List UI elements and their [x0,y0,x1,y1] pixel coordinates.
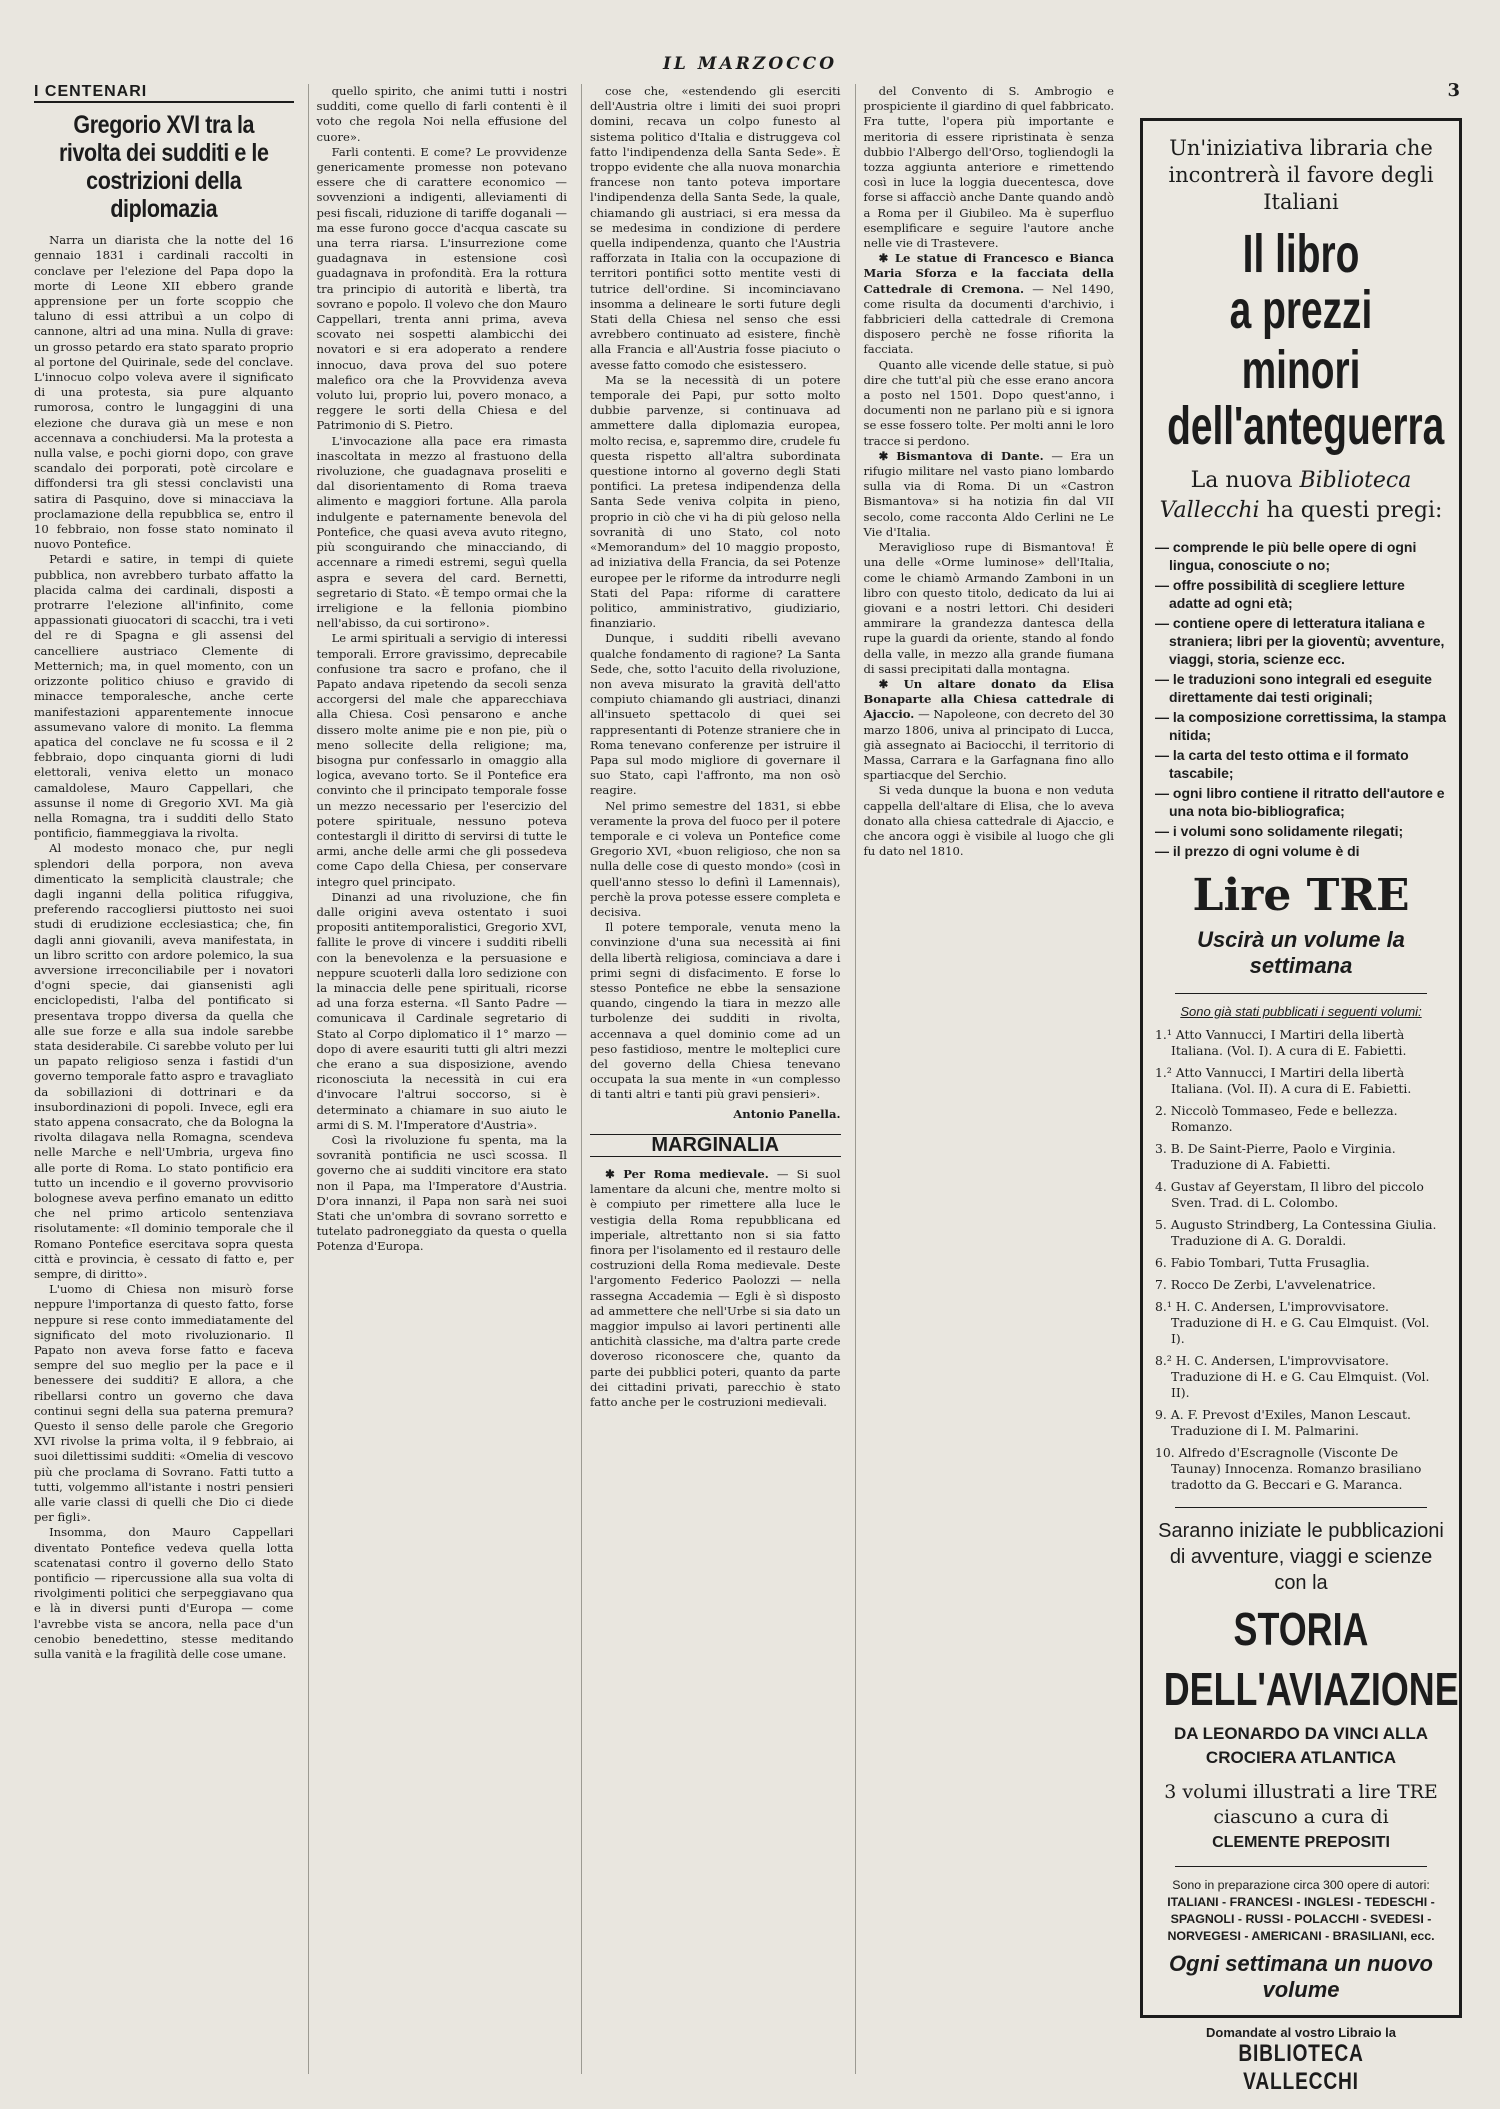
ad-upcoming: Saranno iniziate le pubblicazioni di avventure, viaggi e scienze con la [1158,1520,1444,1594]
ad-published-heading: Sono già stati pubblicati i seguenti volumi: [1180,1004,1422,1019]
ad-volume: 1.² Atto Vannucci, I Martiri della libertà Italiana. (Vol. II). A cura di E. Fabietti. [1155,1065,1412,1096]
paragraph: Petardi e satire, in tempi di quiete pubblica, non avrebbero turbato affatto la placida calma dei cardinali, disposti a protrarre l'elezione all'infinito, come appassionati giuocatori di scacchi, tra i veti del re di Spagna e gli assensi del cancelliere austriaco Clemente di Metternich; ma, in quel momento, con un orizzonte politico chiuso e gravido di minacce temporalesche, anche certe manifestazioni apparentemente innocue assumevano valore di monito. La flemma apatica del conclave ne fu scossa e il 2 febbraio, dopo cinquanta giorni di ludi elettorali, veniva eletto un monaco camaldolese, Mauro Cappellari, che assunse il nome di Gregorio XVI. Ma già nella Romagna, tra i sudditi dello Stato pontificio, fiammeggiava la rivolta. [34,552,294,841]
column-1 [34,84,294,2074]
column-3 [581,84,841,2074]
ad-footer-call: Domandate al vostro Libraio la [1206,2025,1396,2040]
ad-publisher: BIBLIOTECA VALLECCHI [1238,2040,1364,2095]
ad-divider [1175,1866,1427,1867]
ad-preparation [1155,1877,1447,1945]
ad-storia-volumes: 3 volumi illustrati a lire TRE ciascuno a cura di [1164,1781,1438,1828]
paragraph: cose che, «estendendo gli eserciti dell'Austria oltre i limiti dei suoi propri domini, recava un colpo funesto al sistema politico d'Italia e distruggeva col fatto l'indipendenza della Santa Sede». È troppo evidente che alla nuova monarchia francese non tanto poteva importare l'indipendenza della Santa Sede, la quale, chiamando gli austriaci, si era messa da se medesima in condizione di perdere quella indipendenza, quanto che l'Austria rafforzata in Italia con la occupazione di territori pontifici sotto mentite vesti di tutrice dell'ordine. Si incominciavano insomma a delineare le sorti future degli Stati della Chiesa nel senso che essi avrebbero continuato ad esistere, finchè alla Francia e all'Austria fosse piaciuto o avesse fatto comodo che esistessero. [590,84,841,372]
paragraph: Il potere temporale, venuta meno la convinzione d'una sua necessità ai fini della libertà religiosa, cominciava a dare i primi segni di disfacimento. E forse lo stesso Pontefice ne ebbe la sensazione quando, cingendo la tiara in mezzo alle turbolenze dei sudditi in rivolta, accennava a quel dominio come ad un peso fastidioso, mentre le molteplici cure del governo della Chiesa tenevano occupata la sua mente in «un complesso di tanti altri e tanti più gravi pensieri». [590,920,841,1102]
ad-headline-2: a prezzi minori [1229,280,1373,400]
ad-feature: — la carta del testo ottima e il formato tascabile; [1155,746,1447,782]
ad-volume: 9. A. F. Prevost d'Exiles, Manon Lescaut. Traduzione di I. M. Palmarini. [1155,1407,1411,1438]
paragraph: Al modesto monaco che, pur negli splendori della porpora, non aveva dimenticato la semplicità claustrale; che dagli inganni della politica rifuggiva, preferendo raccogliersi piuttosto nei suoi studi di erudizione ecclesiastica; che, fin dagli anni giovanili, aveva manifestata, in un libro scritto con ardore polemico, la sua avversione irreconciliabile per i novatori d'ogni specie, dai giansenisti agli enciclopedisti, l'alba del pontificato si presentava troppo diversa da quella che alle sue forze e alla sua indole sarebbe stata desiderabile. Ci sarebbe voluto per lui un papato religioso senza i fastidi d'un governo temporale fatto aspro e travagliato da sobillazioni di dottrinari e da insubordinazioni di popoli. Invece, egli era stato appena consacrato, che da Bologna la rivolta dilagava nella Romagna, scendeva nelle Marche e nell'Umbria, urgeva fino alle porte di Roma. Lo stato pontificio era tutto un incendio e il governo provvisorio bolognese aveva perfino emanato un editto che nel primo articolo sentenziava risolutamente: «Il dominio temporale che il Romano Pontefice esercitava sopra questa città e provincia, è cessato di fatto e, per sempre, di diritto». [34,841,294,1282]
ad-volumes-list [1155,1027,1447,1493]
marginalia-text: — Si suol lamentare da alcuni che, mentre molto si è compiuto per rimettere alla luce le vestigia della Roma repubblicana ed imperiale, altrettanto non si sia fatto finora per l'isolamento ed il restauro delle costruzioni della Roma medievale. Deste l'argomento Federico Paolozzi — nella rassegna Accademia — Egli è sì disposto ad ammettere che nell'Urbe si sia dato un maggior impulso ai lavori pertinenti alle antichità classiche, ma d'altra parte crede doveroso riconoscere che, quanto da parte dei pubblici poteri, quanto da parte dei cittadini privati, parecchio è stato fatto anche per le costruzioni medievali. [590,1167,841,1410]
paragraph: Le armi spirituali a servigio di interessi temporali. Errore gravissimo, deprecabile confusione tra sacro e profano, che il Papato andava ripetendo da secoli senza accorgersi del male che apparecchiava alla Chiesa. Così pensarono e anche dissero molte anime pie e non pie, più o meno sollecite della religione; ma, bisogna pur confessarlo in omaggio alla logica, avevano torto. Se il Pontefice era convinto che il principato temporale fosse un mezzo necessario per l'esercizio del potere spirituale, nessuno poteva contestargli il diritto di servirsi di tutte le armi, anche delle armi che gli possedeva come Capo della Chiesa, per conservare integro quel principato. [316,631,567,889]
paragraph: quello spirito, che animi tutti i nostri sudditi, come quello di farli contenti è il voto che regola Noi nella effusione del cuore». [316,84,567,144]
ad-weekly-2: Ogni settimana un nuovo volume [1168,1951,1433,2002]
ad-volume: 10. Alfredo d'Escragnolle (Visconte De Taunay) Innocenza. Romanzo brasiliano tradotto da G. Beccari e G. Maranca. [1155,1445,1422,1492]
column-2 [308,84,568,2074]
paragraph: del Convento di S. Ambrogio e prospiciente il giardino di quel fabbricato. Fra tutte, l'opera più importante e meritoria di essere ripristinata è senza dubbio l'Albergo dell'Orso, togliendogli la tozza aggiunta anteriore e rimettendo così in luce la loggia duecentesca, dove forse si affacciò anche Dante quando andò a Roma per il Giubileo. Ma è superfluo esemplificare e seguire l'autore anche nelle vie di Trastevere. [863,84,1114,251]
ad-curator: CLEMENTE PREPOSITI [1212,1834,1390,1851]
ad-divider [1175,1507,1427,1508]
paragraph: Farli contenti. E come? Le provvidenze genericamente promesse non potevano essere che di carattere economico — sovvenzioni a indigenti, alleviamenti di pesi fiscali, riduzione di tariffe doganali — ma esse furono gocce d'acqua cascate su una terra riarsa. L'insurrezione come guadagnava in estensione così guadagnava in profondità. Era la rottura tra principio di autorità e libertà, tra sovrano e popolo. Il volevo che don Mauro Cappellari, trenta anni prima, aveva scovato nei sospetti alambicchi dei novatori e si era adoperato a rendere innocuo, dava prova del suo potere malefico ora che la Provvidenza aveva voluto lui, proprio lui, povero monaco, a reggere le sorti della Chiesa e del Patrimonio di S. Pietro. [316,144,567,433]
article-headline: Gregorio XVI tra la rivolta dei sudditi e le costrizioni della diplomazia [58,111,269,224]
ad-intro: Un'iniziativa libraria che incontrerà il favore degli Italiani [1168,136,1434,214]
paragraph: Narra un diarista che la notte del 16 gennaio 1831 i cardinali raccolti in conclave per l'elezione del Papa dopo la morte di Leone XII ebbero grande apprensione per un forte scoppio che taluno di essi attribuì a un colpo di cannone, altri ad una mina. Nulla di grave: un grosso petardo era stato sparato proprio al portone del Quirinale, sede del conclave. L'innocuo colpo voleva avere il significato di una protesta, sia pure alquanto rumorosa, contro le lungaggini di una elezione che durava già un mese e non accennava a conchiudersi. Ma la protesta a nulla valse, e pochi giorni dopo, con grave scandalo dei porporati, potè circolare e diffondersi tra gli stessi conclavisti una satira di Pasquino, dove si minacciava la proclamazione della repubblica se, entro il 10 febbraio, non fosse stato nominato il nuovo Pontefice. [34,233,294,552]
ad-features-list [1155,538,1447,860]
ad-storia-title-1: STORIA [1233,1603,1369,1655]
marginalia-heading: ✱ Le statue di Francesco e Bianca Maria Sforza e la facciata della Cattedrale di Cremona. [864,251,1115,295]
paragraph: Dinanzi ad una rivoluzione, che fin dalle origini aveva ostentato i suoi propositi antitemporalistici, Gregorio XVI, fallite le prove di vincere i sudditi ribelli con la benevolenza e la persuasione e neppure scuoterli dalla loro sedizione con la minaccia delle pene spirituali, ricorse ad una forza esterna. «Il Santo Padre — comunicava il Cardinale segretario di Stato al Corpo diplomatico il 1° marzo — dopo di avere esauriti tutti gli altri mezzi che erano a sua disposizione, avendo riconosciuta la necessità in cui era d'invocare l'altrui soccorso, si è determinato a chiamare in suo aiuto le armi di S. M. l'Imperatore d'Austria». [316,889,567,1132]
ad-feature: — la composizione correttissima, la stampa nitida; [1155,708,1447,744]
ad-volume: 6. Fabio Tombari, Tutta Frusaglia. [1155,1255,1370,1270]
paragraph: Nel primo semestre del 1831, si ebbe veramente la prova del fuoco per il potere temporale e ci voleva un Pontefice come Gregorio XVI, «buon religioso, che non sa nulla delle cose di questo mondo» (così in quell'anno stesso lo definì il Lamennais), perchè la prova potesse essere completa e decisiva. [590,798,841,919]
paragraph: Così la rivoluzione fu spenta, ma la sovranità pontificia ne uscì scossa. Il governo che ai sudditi vincitore era stato non il Papa, ma l'Imperatore d'Austria. D'ora innanzi, il Papa non sarà nei suoi Stati che un'ombra di sovrano sorretto e tutelato padroneggiato da questa o quella Potenza d'Europa. [316,1133,567,1254]
ad-weekly: Uscirà un volume la settimana [1197,927,1405,978]
ad-storia-subtitle: DA LEONARDO DA VINCI ALLA CROCIERA ATLANTICA [1173,1724,1429,1767]
paragraph: L'invocazione alla pace era rimasta inascoltata in mezzo al frastuono della rivoluzione, che guadagnava proseliti e dal disorientamento di Roma traeva alimento e maggiori fortune. Alla parola indulgente e paternamente benevola del Pontefice, che quasi aveva avuto ritegno, più sconguirando che minacciando, di accennare a rimedi estremi, seguì quella aspra e severa del card. Bernetti, segretario di Stato. «È tempo ormai che la irreligione e la fellonia piombino nell'abisso, da cui sortirono». [316,433,567,631]
ad-headline-3: dell'anteguerra [1167,396,1445,456]
ad-volume: 2. Niccolò Tommaseo, Fede e bellezza. Romanzo. [1155,1103,1398,1134]
paragraph: Si veda dunque la buona e non veduta cappella dell'altare di Elisa, che lo aveva donato alla chiesa cattedrale di Ajaccio, e che ancora oggi è visibile al luogo che gli fu dato nel 1810. [863,783,1114,859]
marginalia-heading: ✱ Per Roma medievale. [605,1167,769,1181]
marginalia-item [864,449,1115,540]
ad-feature: — ogni libro contiene il ritratto dell'autore e una nota bio-bibliografica; [1155,784,1447,820]
column-4 [855,84,1115,2074]
marginalia-heading: ✱ Un altare donato da Elisa Bonaparte alla Chiesa cattedrale di Ajaccio. [864,677,1115,721]
ad-feature: — offre possibilità di scegliere letture adatte ad ogni età; [1155,576,1447,612]
marginalia-text: — Napoleone, con decreto del 30 marzo 1806, univa al principato di Lucca, già assegnato ai Baciocchi, il territorio di Massa, Carrara e la Garfagnana fino allo spartiacque del Serchio. [863,707,1114,783]
masthead: IL MARZOCCO [662,54,838,74]
ad-preparation-nations: ITALIANI - FRANCESI - INGLESI - TEDESCHI - SPAGNOLI - RUSSI - POLACCHI - SVEDESI - NORVEGESI - AMERICANI - BRASILIANI, ecc. [1167,1895,1435,1943]
paragraph: L'uomo di Chiesa non misurò forse neppure l'importanza di questo fatto, forse neppure si rese conto immediatamente del significato del moto rivoluzionario. Il Papato non aveva forse fatto e faceva sempre del suo meglio per la pace e il benessere dei sudditi? E allora, a che ribellarsi contro un governo che dava continui segni della sua paterna premura? Questo il senso delle parole che Gregorio XVI rivolse la prima volta, il 9 febbraio, ai suoi dilettissimi sudditi: «Omelia di vescovo più che proclama di Sovrano. Fatti tutto a tutti, volgemmo all'istante i nostri pensieri alle varie classi di quelli che Dio ci diede per figli». [34,1282,294,1525]
paragraph: Quanto alle vicende delle statue, si può dire che tutt'al più che esse erano ancora a posto nel 1501. Dopo quest'anno, i documenti non ne parlano più e si ignora se esse fossero tolte. Per molti anni le loro tracce si perdono. [863,357,1114,448]
ad-preparation-pre: Sono in preparazione circa 300 opere di autori: [1172,1878,1430,1892]
ad-volume: 8.² H. C. Andersen, L'improvvisatore. Traduzione di H. e G. Cau Elmquist. (Vol. II). [1155,1353,1430,1400]
paragraph: Dunque, i sudditi ribelli avevano qualche fondamento di ragione? La Santa Sede, che, sotto l'acuito della rivoluzione, non aveva misurato la gravità dell'atto compiuto chiamando gli austriaci, dinanzi all'insueto spettacolo di quei sei rappresentanti di Potenze straniere che in Roma tenevano conferenze per istruire il Papa sul modo migliore di governare il suo Stato, capì l'affronto, ma non osò reagire. [590,631,841,798]
marginalia-item [864,251,1115,357]
article-columns [34,84,1114,2074]
page-number: 3 [1447,80,1460,101]
ad-storia-title-2: DELL'AVIAZIONE [1163,1663,1459,1715]
paragraph: Insomma, don Mauro Cappellari diventato Pontefice vedeva quella lotta scatenatasi contro il governo dello Stato pontificio — ripercussione alla sua volta di rivolgimenti politici che serpeggiavano qua e là in diversi punti d'Europa — come l'avrebbe vista se ancora, nella pace d'un cenobio benedettino, stesse meditando sulla vanità e la fragilità delle cose umane. [34,1525,294,1662]
ad-feature: — i volumi sono solidamente rilegati; [1155,822,1447,840]
ad-feature: — contiene opere di letteratura italiana e straniera; libri per la gioventù; avventure, viaggi, storia, scienze ecc. [1155,614,1447,668]
ad-volume: 1.¹ Atto Vannucci, I Martiri della libertà Italiana. (Vol. I). A cura di E. Fabietti. [1155,1027,1407,1058]
marginalia-text: — Nel 1490, come risulta da documenti d'archivio, i fabbricieri della cattedrale di Cremona disposero perchè ne fosse rifiorita la facciata. [863,281,1114,357]
vallecchi-advertisement [1140,118,1462,2095]
paragraph: Meraviglioso rupe di Bismantova! È una delle «Orme luminose» dell'Italia, come le chiamò Armando Zamboni in un libro con questo titolo, dedicato da lui ai giovani e a nostri lettori. Chi desideri ammirare la grandezza dantesca della rupe la guardi da oriente, stando al fondo della valle, in mezzo alla grande fiumana di sassi precipitati dalla montagna. [863,540,1114,676]
marginalia-text: — Era un rifugio militare nel vasto piano lombardo sulla via di Roma. Di un «Castron Bismantova» si ha notizia fin dal VII secolo, come racconta Aldo Cerlini ne Le Vie d'Italia. [863,448,1114,539]
marginalia-item [864,677,1115,783]
ad-subtitle-pre: La nuova [1190,468,1293,493]
marginalia-title: MARGINALIA [590,1134,841,1157]
ad-footer [1155,2015,1447,2096]
ad-price: Lire TRE [1192,870,1410,921]
ad-subtitle-post: ha questi pregi: [1266,498,1443,523]
ad-volume: 8.¹ H. C. Andersen, L'improvvisatore. Traduzione di H. e G. Cau Elmquist. (Vol. I). [1155,1299,1430,1346]
ad-volume: 5. Augusto Strindberg, La Contessina Giulia. Traduzione di A. G. Doraldi. [1155,1217,1437,1248]
section-label: I CENTENARI [34,84,294,103]
ad-feature: — comprende le più belle opere di ogni lingua, conosciute o no; [1155,538,1447,574]
ad-volume: 3. B. De Saint-Pierre, Paolo e Virginia. Traduzione di A. Fabietti. [1155,1141,1396,1172]
paragraph: Ma se la necessità di un potere temporale dei Papi, pur sotto molto dubbie parvenze, si continuava ad ammettere dalla diplomazia europea, molto recisa, e, sapremmo dire, crudele fu questa rispetto all'altra subordinata questione intorno al governo degli Stati pontifici. La pretesa indipendenza della Santa Sede veniva colpita in pieno, proprio in ciò che vi ha di più geloso nella sovranità di uno Stato, col noto «Memorandum» del 10 maggio proposto, ad iniziativa della Francia, da sei Potenze europee per le riforme da introdurre negli Stati del Papa: riforme di carattere politico, amministrativo, giudiziario, finanziario. [590,372,841,631]
marginalia-item [590,1167,841,1410]
ad-volume: 7. Rocco De Zerbi, L'avvelenatrice. [1155,1277,1376,1292]
ad-feature: — le traduzioni sono integrali ed eseguite direttamente dai testi originali; [1155,670,1447,706]
marginalia-heading: ✱ Bismantova di Dante. [879,449,1044,463]
ad-feature: — il prezzo di ogni volume è di [1155,842,1447,860]
article-author: Antonio Panella. [733,1106,841,1121]
ad-series-name: Biblioteca Vallecchi [1159,468,1412,523]
ad-divider [1175,993,1427,994]
ad-subtitle [1155,466,1447,526]
ad-volume: 4. Gustav af Geyerstam, Il libro del piccolo Sven. Trad. di L. Colombo. [1155,1179,1424,1210]
ad-headline-1: Il libro [1242,224,1360,284]
